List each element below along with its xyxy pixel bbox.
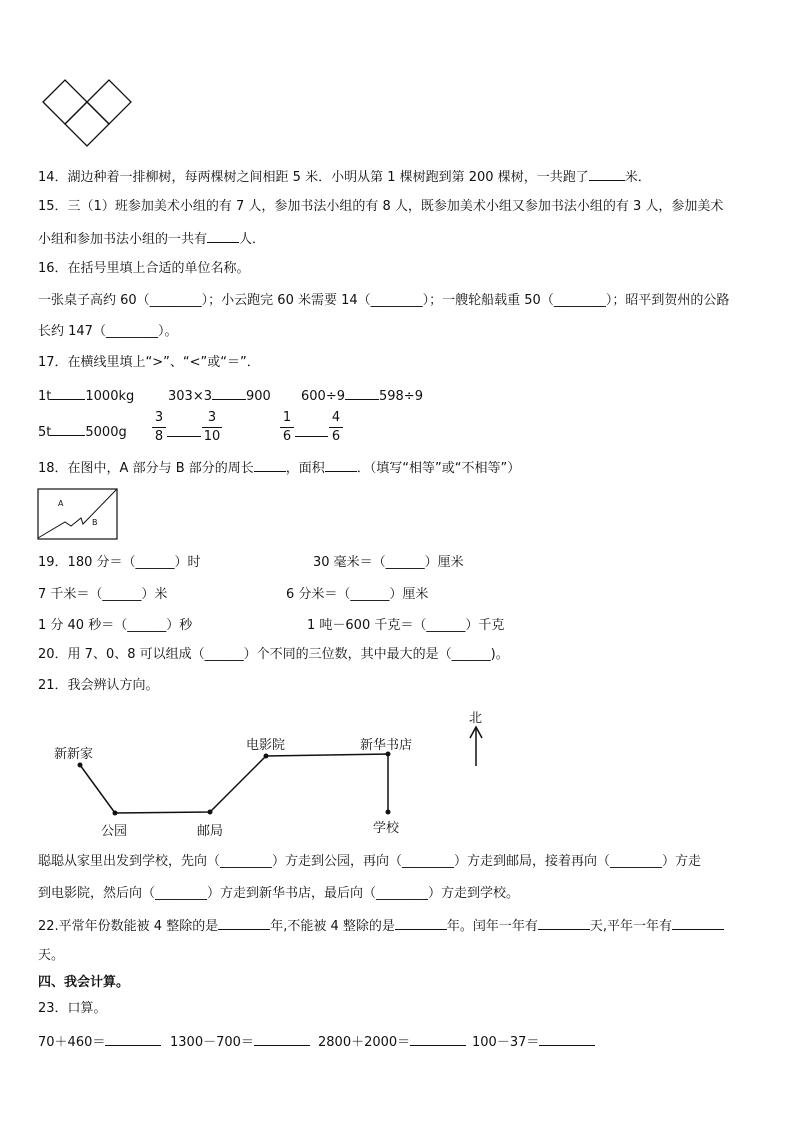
- compare-item: 5t 5000g: [38, 422, 127, 440]
- mental-math-item: 70＋460＝: [38, 1031, 161, 1050]
- answer-blank[interactable]: [207, 229, 239, 243]
- conversion-item: 1 分 40 秒＝（______）秒: [38, 618, 193, 633]
- label-b: B: [92, 518, 98, 527]
- place-park: 公园: [101, 824, 128, 839]
- compare-item: 303×3 900: [168, 386, 271, 404]
- place-bookstore: 新华书店: [360, 738, 413, 753]
- question-15-line1: 15．三（1）班参加美术小组的有 7 人，参加书法小组的有 8 人，既参加美术小组又参加书法小组的有 3 人，参加美术: [38, 199, 724, 214]
- question-14: 14．湖边种着一排柳树，每两棵树之间相距 5 米．小明从第 1 棵树跑到第 200 棵树，一共跑了 米．: [38, 167, 651, 187]
- section-4-title: 四、我会计算。: [38, 975, 130, 990]
- compare-item: 600÷9 598÷9: [301, 386, 423, 404]
- conversion-item: 7 千米＝（______）米: [38, 587, 168, 602]
- conversion-item: 6 分米＝（______）厘米: [286, 587, 429, 602]
- place-home: 新新家: [54, 747, 94, 762]
- compare-blank[interactable]: [167, 424, 201, 437]
- question-16-line2: 长约 147（________）。: [38, 324, 178, 339]
- mental-math-item: 2800＋2000＝: [318, 1031, 466, 1050]
- fraction: 3 10: [203, 410, 221, 444]
- fraction: 1 6: [280, 410, 294, 445]
- fraction: 3 8: [152, 410, 166, 445]
- label-a: A: [58, 499, 64, 508]
- conversion-item: 30 毫米＝（______）厘米: [313, 555, 464, 570]
- compare-blank[interactable]: [295, 424, 328, 437]
- question-16-title: 16．在括号里填上合适的单位名称。: [38, 261, 250, 276]
- question-23-title: 23．口算。: [38, 1001, 107, 1016]
- question-21-title: 21．我会辨认方向。: [38, 678, 159, 693]
- question-20: 20．用 7、0、8 可以组成（______）个不同的三位数，其中最大的是（______)。: [38, 647, 509, 662]
- compare-item: 1t 1000kg: [38, 386, 134, 404]
- rectangle-ab-figure: [37, 488, 119, 540]
- question-22-line2: 天。: [38, 948, 65, 963]
- question-21-line1: 聪聪从家里出发到学校，先向（________）方走到公园，再向（________）方走到邮局，接着再向（________）方走: [38, 854, 702, 869]
- question-18: 18．在图中，A 部分与 B 部分的周长 ，面积 ．（填写“相等”或“不相等”）: [38, 458, 520, 478]
- question-17-title: 17．在横线里填上“>”、“<”或“＝”．: [38, 355, 260, 370]
- north-label: 北: [469, 711, 483, 726]
- place-school: 学校: [373, 821, 400, 836]
- question-16-line1: 一张桌子高约 60（________）；小云跑完 60 米需要 14（________）；一艘轮船载重 50（________）；昭平到贺州的公路: [38, 293, 730, 308]
- question-22-line1: 22.平常年份数能被 4 整除的是 年,不能被 4 整除的是 年。闰年一年有 天,平年一年有: [38, 916, 724, 936]
- question-21-line2: 到电影院，然后向（________）方走到新华书店，最后向（________）方走到学校。: [38, 886, 520, 901]
- conversion-item: 19．180 分＝（______）时: [38, 555, 201, 570]
- route-map: [0, 0, 794, 200]
- place-post: 邮局: [197, 824, 224, 839]
- conversion-item: 1 吨－600 千克＝（______）千克: [307, 618, 505, 633]
- question-15-line2: 小组和参加书法小组的一共有 人．: [38, 229, 265, 249]
- mental-math-item: 1300－700＝: [170, 1031, 310, 1050]
- place-cinema: 电影院: [246, 738, 286, 753]
- fraction: 4 6: [329, 410, 343, 445]
- mental-math-item: 100－37＝: [472, 1031, 595, 1050]
